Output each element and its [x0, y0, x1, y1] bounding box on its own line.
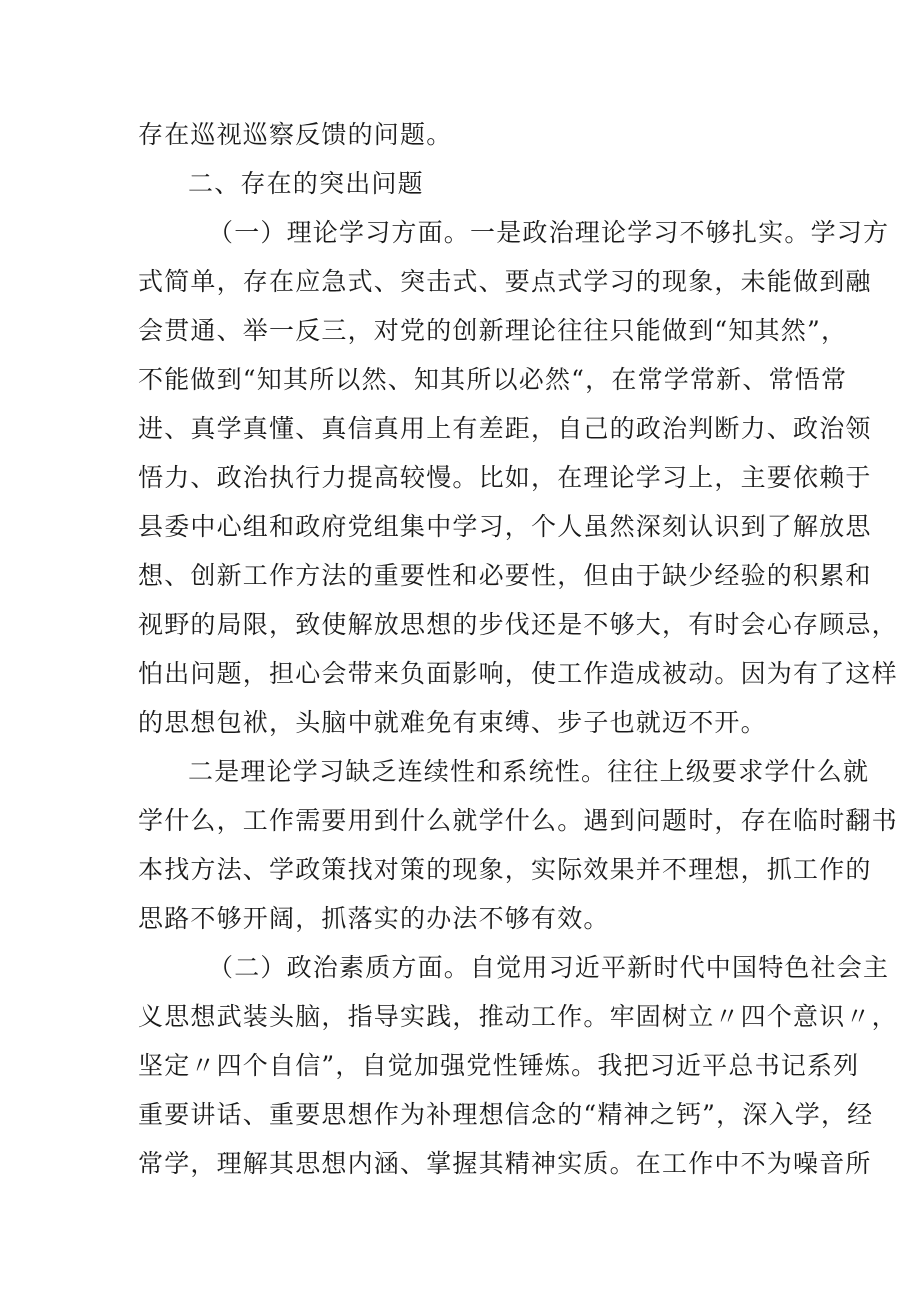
paragraph-line: 本找方法、学政策找对策的现象，实际效果并不理想，抓工作的	[138, 855, 872, 884]
paragraph-line: 视野的局限，致使解放思想的步伐还是不够大，有时会心存顾忌，	[138, 610, 898, 639]
paragraph-line: （二）政治素质方面。自觉用习近平新时代中国特色社会主	[208, 953, 890, 982]
paragraph-line: 存在巡视巡察反馈的问题。	[138, 120, 453, 149]
paragraph-line: 县委中心组和政府党组集中学习，个人虽然深刻认识到了解放思	[138, 512, 872, 541]
paragraph-line: 想、创新工作方法的重要性和必要性，但由于缺少经验的积累和	[138, 561, 872, 590]
paragraph-line: 二是理论学习缺乏连续性和系统性。往往上级要求学什么就	[188, 757, 870, 786]
paragraph-line: 不能做到“知其所以然、知其所以必然“，在常学常新、常悟常	[138, 365, 848, 394]
paragraph-line: 怕出问题，担心会带来负面影响，使工作造成被动。因为有了这样	[138, 659, 898, 688]
paragraph-line: 坚定〃四个自信”，自觉加强党性锤炼。我把习近平总书记系列	[138, 1051, 860, 1080]
paragraph-line: （一）理论学习方面。一是政治理论学习不够扎实。学习方	[208, 218, 890, 247]
paragraph-line: 常学，理解其思想内涵、掌握其精神实质。在工作中不为噪音所	[138, 1149, 872, 1178]
section-heading: 二、存在的突出问题	[188, 169, 424, 198]
paragraph-line: 的思想包袱，头脑中就难免有束缚、步子也就迈不开。	[138, 708, 767, 737]
paragraph-line: 悟力、政治执行力提高较慢。比如，在理论学习上，主要依赖于	[138, 463, 872, 492]
paragraph-line: 学什么，工作需要用到什么就学什么。遇到问题时，存在临时翻书	[138, 806, 898, 835]
paragraph-line: 重要讲话、重要思想作为补理想信念的“精神之钙”，深入学，经	[138, 1100, 874, 1129]
paragraph-line: 式简单，存在应急式、突击式、要点式学习的现象，未能做到融	[138, 267, 872, 296]
paragraph-line: 思路不够开阔，抓落实的办法不够有效。	[138, 904, 610, 933]
paragraph-line: 义思想武装头脑，指导实践，推动工作。牢固树立〃四个意识〃，	[138, 1002, 898, 1031]
paragraph-line: 会贯通、举一反三，对党的创新理论往往只能做到“知其然”，	[138, 316, 848, 345]
paragraph-line: 进、真学真懂、真信真用上有差距，自己的政治判断力、政治领	[138, 414, 872, 443]
